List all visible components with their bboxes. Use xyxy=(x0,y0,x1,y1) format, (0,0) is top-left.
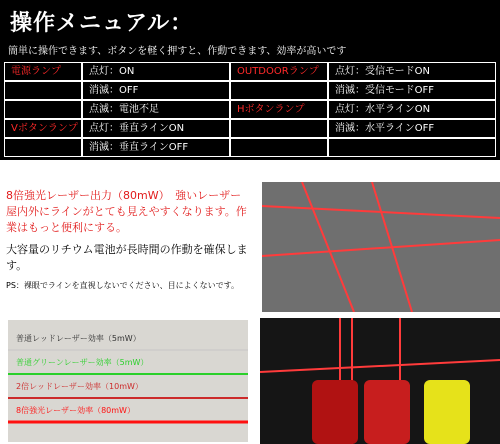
battery-description: 大容量のリチウム電池が長時間の作動を確保します。 xyxy=(6,243,248,272)
laser-device-2 xyxy=(364,380,410,444)
cell-left-label: Vボタンランプ xyxy=(4,119,82,138)
laser-lines-illustration xyxy=(262,182,500,312)
comparison-label-4: 8倍強光レーザー効率（80mW） xyxy=(16,406,135,415)
cell-left-label xyxy=(4,81,82,100)
laser-device-1 xyxy=(312,380,358,444)
cell-right-label: OUTDOORランプ xyxy=(230,62,328,81)
comparison-label-3: 2倍レッドレーザー効率（10mW） xyxy=(16,382,143,391)
feature-description xyxy=(6,188,256,304)
product-photo xyxy=(260,318,500,444)
cell-left-label xyxy=(4,138,82,157)
cell-right-value xyxy=(328,138,496,157)
table-row xyxy=(4,81,496,100)
spec-table xyxy=(4,62,496,156)
cell-left-value: 点灯：垂直ラインON xyxy=(82,119,230,138)
comparison-label-2: 普通グリーンレーザー効率（5mW） xyxy=(16,358,149,367)
table-row xyxy=(4,62,496,81)
cell-right-label: Hボタンランプ xyxy=(230,100,328,119)
comparison-label-1: 普通レッドレーザー効率（5mW） xyxy=(16,334,141,343)
cell-right-value: 消滅：受信モードOFF xyxy=(328,81,496,100)
laser-comparison-photo xyxy=(8,320,248,442)
laser-output-description: 8倍強光レーザー出力（80mW） 強いレーザー 屋内外にラインがとても見えやすくなります。作業はもっと便利にする。 xyxy=(6,189,253,234)
cell-right-label xyxy=(230,81,328,100)
table-row xyxy=(4,138,496,157)
page-subtitle: 簡単に操作できます、ボタンを軽く押すと、作動できます、効率が高いです xyxy=(8,46,347,57)
cell-right-label xyxy=(230,119,328,138)
cell-left-label: 電源ランプ xyxy=(4,62,82,81)
cell-right-value: 点灯：受信モードON xyxy=(328,62,496,81)
laser-device-3 xyxy=(424,380,470,444)
cell-left-value: 消滅：垂直ラインOFF xyxy=(82,138,230,157)
table-row xyxy=(4,100,496,119)
cell-left-value: 点灯：ON xyxy=(82,62,230,81)
header-panel xyxy=(0,0,500,160)
laser-devices xyxy=(260,318,500,444)
laser-lines-photo xyxy=(262,182,500,312)
safety-note: PS：裸眼でラインを直視しないでください、目によくないです。 xyxy=(6,281,240,290)
page-title: 操作メニュアル： xyxy=(10,11,194,36)
table-row xyxy=(4,119,496,138)
cell-left-label xyxy=(4,100,82,119)
cell-right-value: 消滅：水平ラインOFF xyxy=(328,119,496,138)
cell-left-value: 点滅：電池不足 xyxy=(82,100,230,119)
cell-right-value: 点灯：水平ラインON xyxy=(328,100,496,119)
cell-left-value: 消滅：OFF xyxy=(82,81,230,100)
cell-right-label xyxy=(230,138,328,157)
